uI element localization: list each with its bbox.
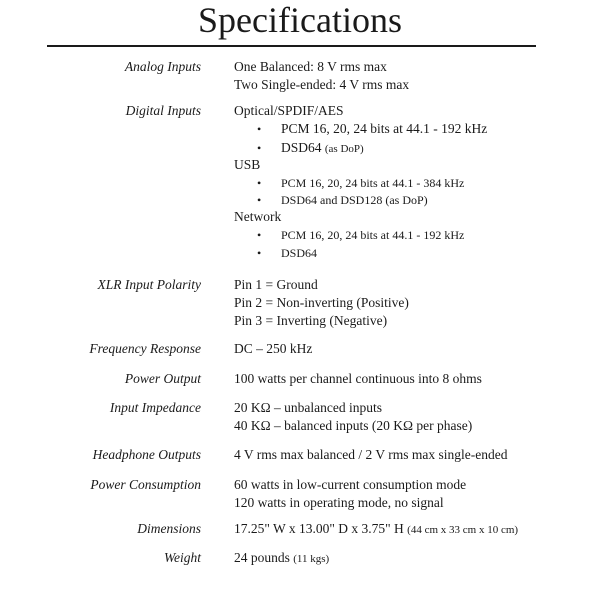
digital-inputs-label: Digital Inputs (125, 103, 201, 118)
weight-label: Weight (164, 550, 201, 565)
xlr-polarity-line-3: Pin 3 = Inverting (Negative) (234, 313, 388, 328)
usb-item-1: PCM 16, 20, 24 bits at 44.1 - 384 kHz (281, 176, 465, 190)
network-heading: Network (234, 209, 282, 224)
xlr-polarity-line-2: Pin 2 = Non-inverting (Positive) (234, 295, 409, 310)
bullet-icon: • (257, 122, 262, 136)
power-output-value: 100 watts per channel continuous into 8 ohms (234, 371, 482, 386)
xlr-polarity-line-1: Pin 1 = Ground (234, 277, 318, 292)
analog-inputs-label: Analog Inputs (124, 59, 201, 74)
headphone-outputs-label: Headphone Outputs (92, 447, 201, 462)
bullet-icon: • (257, 228, 262, 242)
power-consumption-line-2: 120 watts in operating mode, no signal (234, 495, 444, 510)
usb-heading: USB (234, 157, 261, 172)
power-consumption-label: Power Consumption (90, 477, 201, 492)
optical-item-2: DSD64 (as DoP) (281, 140, 364, 155)
bullet-icon: • (257, 141, 262, 155)
page-title: Specifications (198, 0, 402, 40)
network-item-2: DSD64 (281, 246, 318, 260)
input-impedance-line-1: 20 KΩ – unbalanced inputs (234, 400, 383, 415)
power-consumption-line-1: 60 watts in low-current consumption mode (234, 477, 467, 492)
bullet-icon: • (257, 246, 262, 260)
headphone-outputs-value: 4 V rms max balanced / 2 V rms max single-ended (234, 447, 508, 462)
weight-value: 24 pounds (11 kgs) (234, 550, 330, 565)
power-output-label: Power Output (124, 371, 201, 386)
network-item-1: PCM 16, 20, 24 bits at 44.1 - 192 kHz (281, 228, 465, 242)
input-impedance-label: Input Impedance (109, 400, 201, 415)
bullet-icon: • (257, 193, 262, 207)
input-impedance-line-2: 40 KΩ – balanced inputs (20 KΩ per phase) (234, 418, 473, 433)
usb-item-2: DSD64 and DSD128 (as DoP) (281, 193, 428, 207)
dimensions-value: 17.25" W x 13.00" D x 3.75" H (44 cm x 33 cm x 10 cm) (234, 521, 519, 536)
optical-item-1: PCM 16, 20, 24 bits at 44.1 - 192 kHz (281, 121, 488, 136)
title-divider (47, 45, 536, 47)
frequency-response-label: Frequency Response (89, 341, 201, 356)
optical-heading: Optical/SPDIF/AES (234, 103, 344, 118)
dimensions-label: Dimensions (137, 521, 201, 536)
analog-inputs-line-2: Two Single-ended: 4 V rms max (234, 77, 410, 92)
xlr-polarity-label: XLR Input Polarity (97, 277, 201, 292)
analog-inputs-line-1: One Balanced: 8 V rms max (234, 59, 387, 74)
bullet-icon: • (257, 176, 262, 190)
frequency-response-value: DC – 250 kHz (234, 341, 313, 356)
